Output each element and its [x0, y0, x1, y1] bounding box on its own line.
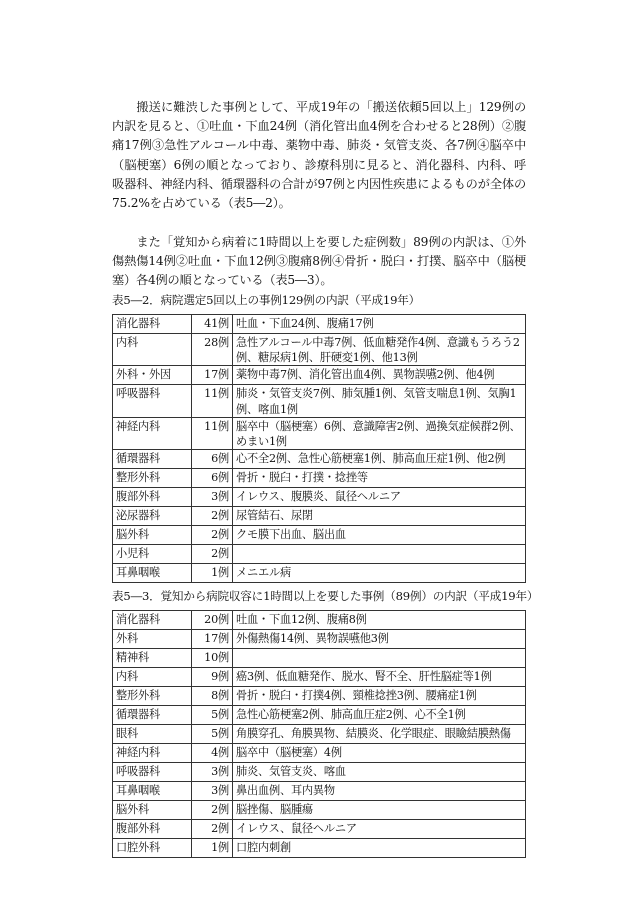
table-row — [113, 564, 526, 583]
table-row — [113, 488, 526, 507]
detail-cell: 急性心筋梗塞2例、肺高血圧症2例、心不全1例 — [233, 706, 526, 725]
count-cell: 4例 — [192, 744, 233, 763]
table-row — [113, 315, 526, 334]
count-cell: 9例 — [192, 668, 233, 687]
count-cell: 2例 — [192, 801, 233, 820]
dept-cell: 腹部外科 — [113, 488, 192, 507]
table-row — [113, 801, 526, 820]
dept-cell: 耳鼻咽喉 — [113, 564, 192, 583]
dept-cell: 口腔外科 — [113, 839, 192, 858]
detail-cell: 心不全2例、急性心筋梗塞1例、肺高血圧症1例、他2例 — [233, 450, 526, 469]
table-row — [113, 526, 526, 545]
count-cell: 1例 — [192, 839, 233, 858]
table-row — [113, 450, 526, 469]
table-row — [113, 839, 526, 858]
dept-cell: 呼吸器科 — [113, 385, 192, 417]
detail-cell — [233, 545, 526, 564]
detail-cell: 骨折・脱臼・打撲4例、頸椎捻挫3例、腰痛症1例 — [233, 687, 526, 706]
dept-cell: 小児科 — [113, 545, 192, 564]
table-row — [113, 725, 526, 744]
detail-cell: イレウス、腹膜炎、鼠径ヘルニア — [233, 488, 526, 507]
detail-cell: イレウス、鼠径ヘルニア — [233, 820, 526, 839]
dept-cell: 内科 — [113, 334, 192, 366]
body-paragraph-1: 搬送に難渋した事例として、平成19年の「搬送依頼5回以上」129例の内訳を見ると、①吐血・下血24例（消化管出血4例を合わせると28例）②腹痛17例③急性アルコール中毒、薬物中毒、肺炎・気管支炎、各7例④脳卒中（脳梗塞）6例の順となっており、診療科別に見ると、消化器科、内科、呼吸器科、神経内科、循環器科の合計が97例と内因性疾患によるものが全体の75.2%を占めている（表5―2）。 — [112, 100, 526, 211]
table-row — [113, 630, 526, 649]
table2 — [112, 314, 526, 583]
dept-cell: 神経内科 — [113, 417, 192, 449]
table-row — [113, 417, 526, 449]
count-cell: 11例 — [192, 385, 233, 417]
count-cell: 6例 — [192, 450, 233, 469]
detail-cell: 脳挫傷、脳腫瘍 — [233, 801, 526, 820]
dept-cell: 内科 — [113, 668, 192, 687]
dept-cell: 消化器科 — [113, 315, 192, 334]
count-cell: 6例 — [192, 469, 233, 488]
dept-cell: 外科・外因 — [113, 366, 192, 385]
detail-cell: 角膜穿孔、角膜異物、結膜炎、化学眼症、眼瞼結膜熱傷 — [233, 725, 526, 744]
detail-cell: 脳卒中（脳梗塞）6例、意識障害2例、過換気症候群2例、めまい1例 — [233, 417, 526, 449]
count-cell: 2例 — [192, 820, 233, 839]
detail-cell: 鼻出血例、耳内異物 — [233, 782, 526, 801]
dept-cell: 脳外科 — [113, 526, 192, 545]
table-row — [113, 507, 526, 526]
dept-cell: 神経内科 — [113, 744, 192, 763]
count-cell: 2例 — [192, 507, 233, 526]
table-row — [113, 782, 526, 801]
table-row — [113, 706, 526, 725]
detail-cell: 薬物中毒7例、消化管出血4例、異物誤嚥2例、他4例 — [233, 366, 526, 385]
table-row — [113, 763, 526, 782]
table-row — [113, 687, 526, 706]
dept-cell: 眼科 — [113, 725, 192, 744]
dept-cell: 循環器科 — [113, 450, 192, 469]
body-paragraph-2: また「覚知から病着に1時間以上を要した症例数」89例の内訳は、①外傷熱傷14例②吐血・下血12例③腹痛8例④骨折・脱臼・打撲、脳卒中（脳梗塞）各4例の順となっている（表5―3）。 — [112, 235, 526, 288]
dept-cell: 脳外科 — [113, 801, 192, 820]
detail-cell — [233, 649, 526, 668]
dept-cell: 腹部外科 — [113, 820, 192, 839]
detail-cell: 口腔内刺創 — [233, 839, 526, 858]
table-row — [113, 469, 526, 488]
count-cell: 5例 — [192, 725, 233, 744]
count-cell: 1例 — [192, 564, 233, 583]
count-cell: 3例 — [192, 488, 233, 507]
table-row — [113, 366, 526, 385]
dept-cell: 循環器科 — [113, 706, 192, 725]
count-cell: 11例 — [192, 417, 233, 449]
dept-cell: 整形外科 — [113, 469, 192, 488]
count-cell: 2例 — [192, 526, 233, 545]
detail-cell: 吐血・下血24例、腹痛17例 — [233, 315, 526, 334]
count-cell: 10例 — [192, 649, 233, 668]
table-row — [113, 545, 526, 564]
count-cell: 17例 — [192, 630, 233, 649]
table-row — [113, 649, 526, 668]
count-cell: 20例 — [192, 611, 233, 630]
count-cell: 3例 — [192, 782, 233, 801]
count-cell: 28例 — [192, 334, 233, 366]
detail-cell: 肺炎・気管支炎7例、肺気腫1例、気管支喘息1例、気胸1例、喀血1例 — [233, 385, 526, 417]
detail-cell: 肺炎、気管支炎、喀血 — [233, 763, 526, 782]
detail-cell: 脳卒中（脳梗塞）4例 — [233, 744, 526, 763]
detail-cell: 骨折・脱臼・打撲・捻挫等 — [233, 469, 526, 488]
detail-cell: 尿管結石、尿閉 — [233, 507, 526, 526]
table3-caption: 表5―3．覚知から病院収容に1時間以上を要した事例（89例）の内訳（平成19年） — [112, 589, 539, 603]
dept-cell: 耳鼻咽喉 — [113, 782, 192, 801]
dept-cell: 泌尿器科 — [113, 507, 192, 526]
count-cell: 8例 — [192, 687, 233, 706]
table-row — [113, 611, 526, 630]
table3 — [112, 610, 526, 858]
detail-cell: メニエル病 — [233, 564, 526, 583]
count-cell: 41例 — [192, 315, 233, 334]
table2-caption: 表5―2．病院選定5回以上の事例129例の内訳（平成19年） — [112, 293, 421, 307]
count-cell: 2例 — [192, 545, 233, 564]
detail-cell: 吐血・下血12例、腹痛8例 — [233, 611, 526, 630]
table-row — [113, 668, 526, 687]
table-row — [113, 385, 526, 417]
detail-cell: 急性アルコール中毒7例、低血糖発作4例、意識もうろう2例、糖尿病1例、肝硬変1例、他13例 — [233, 334, 526, 366]
dept-cell: 呼吸器科 — [113, 763, 192, 782]
count-cell: 3例 — [192, 763, 233, 782]
table-row — [113, 334, 526, 366]
dept-cell: 外科 — [113, 630, 192, 649]
detail-cell: 癌3例、低血糖発作、脱水、腎不全、肝性脳症等1例 — [233, 668, 526, 687]
dept-cell: 整形外科 — [113, 687, 192, 706]
table-row — [113, 744, 526, 763]
table-row — [113, 820, 526, 839]
dept-cell: 精神科 — [113, 649, 192, 668]
count-cell: 5例 — [192, 706, 233, 725]
count-cell: 17例 — [192, 366, 233, 385]
dept-cell: 消化器科 — [113, 611, 192, 630]
detail-cell: 外傷熱傷14例、異物誤嚥他3例 — [233, 630, 526, 649]
detail-cell: クモ膜下出血、脳出血 — [233, 526, 526, 545]
